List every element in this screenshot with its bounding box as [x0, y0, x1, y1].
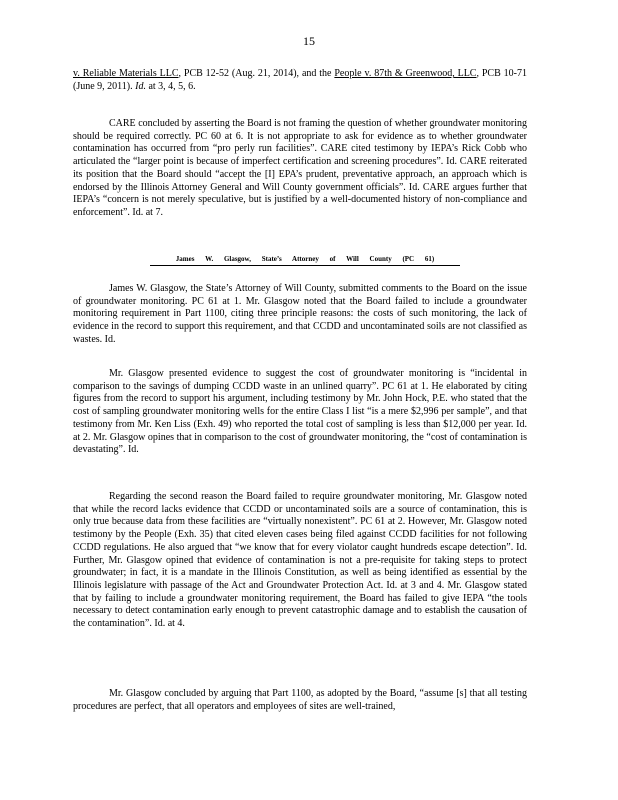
citation-paragraph: [73, 68, 527, 93]
id-cite: Id.: [135, 80, 146, 92]
glasgow-paragraph-1: James W. Glasgow, the State’s Attorney of Will County, submitted comments to the Board on the issue of groundwater monitoring. PC 61 at 1. Mr. Glasgow noted that the Board failed to include a groundwater monitoring requirement in Part 1100, citing three principle reasons: the costs of such monitoring, the lack of evidence in the record to support this requirement, and that CCDD and uncontaminated soils are not classified as wastes. Id.: [73, 283, 527, 345]
citation-text: , PCB 10-71 (June 9, 2011).: [73, 68, 527, 92]
glasgow-paragraph-2: Mr. Glasgow presented evidence to suggest the cost of groundwater monitoring is “incidental in comparison to the savings of dumping CCDD waste in an unlined quarry”. PC 61 at 1. He elaborated by citing figures from the record to support his argument, including testimony by Mr. John Hock, P.E. who stated that the cost of sampling groundwater monitoring wells for the entire Class I list “is a mere $2,996 per sample”, and that testimony from Mr. Ken Liss (Exh. 49) who reported the total cost of sampling is less than $12,000 per year. Id. at 2. Mr. Glasgow opines that in comparison to the cost of groundwater monitoring, the “cost of contamination is devastating”. Id.: [73, 368, 527, 456]
section-heading: James W. Glasgow, State’s Attorney of Will County (PC 61): [150, 255, 460, 266]
page-number: 15: [303, 34, 315, 48]
glasgow-paragraph-3: Regarding the second reason the Board failed to require groundwater monitoring, Mr. Glasgow noted that while the record lacks evidence that CCDD or uncontaminated soils are a source of contamination, this is only true because data from these facilities are “virtually nonexistent”. PC 61 at 2. However, Mr. Glasgow noted testimony by the People (Exh. 35) that cited eleven cases being filed against CCDD facilities for not following CCDD regulations. He also argued that “we know that for every violator caught hundreds escape detection”. Id. Further, Mr. Glasgow opined that evidence of contamination is not a pre-requisite for taking steps to protect groundwater; in fact, it is a mandate in the Illinois Constitution, as well as being identified as essential by the Illinois legislature with passage of the Act and Groundwater Protection Act. Id. at 3 and 4. Mr. Glasgow stated that by failing to include a groundwater monitoring requirement, the Board has failed to give IEPA “the tools necessary to detect contamination early enough to prevent catastrophic damage and to establish the causation of the contamination”. Id. at 4.: [73, 491, 527, 630]
glasgow-paragraph-4: Mr. Glasgow concluded by arguing that Part 1100, as adopted by the Board, “assume [s] that all testing procedures are perfect, that all operators and employees of sites are well-trained,: [73, 688, 527, 712]
care-paragraph: CARE concluded by asserting the Board is not framing the question of whether groundwater monitoring should be required correctly. PC 60 at 6. It is not appropriate to ask for evidence as to whether groundwater contamination has occurred from “pro perly run facilities”. CARE cited testimony by IEPA’s Rick Cobb who articulated the “larger point is because of imperfect certification and screening procedures”. Id. CARE reiterated its position that the Board should “accept the [I] EPA’s prudent, preventative approach, an approach which is endorsed by the Illinois Attorney General and Will County government officials”. Id. CARE argues further that IEPA’s “concern is not merely speculative, but is justified by a well-documented history of non-compliance and enforcement”. Id. at 7.: [73, 118, 527, 218]
case-name-reliable: v. Reliable Materials LLC: [73, 68, 179, 79]
citation-text: at 3, 4, 5, 6.: [145, 80, 196, 92]
citation-text: , PCB 12-52 (Aug. 21, 2014), and the: [178, 68, 335, 79]
case-name-greenwood: People v. 87th & Greenwood, LLC: [334, 68, 477, 79]
